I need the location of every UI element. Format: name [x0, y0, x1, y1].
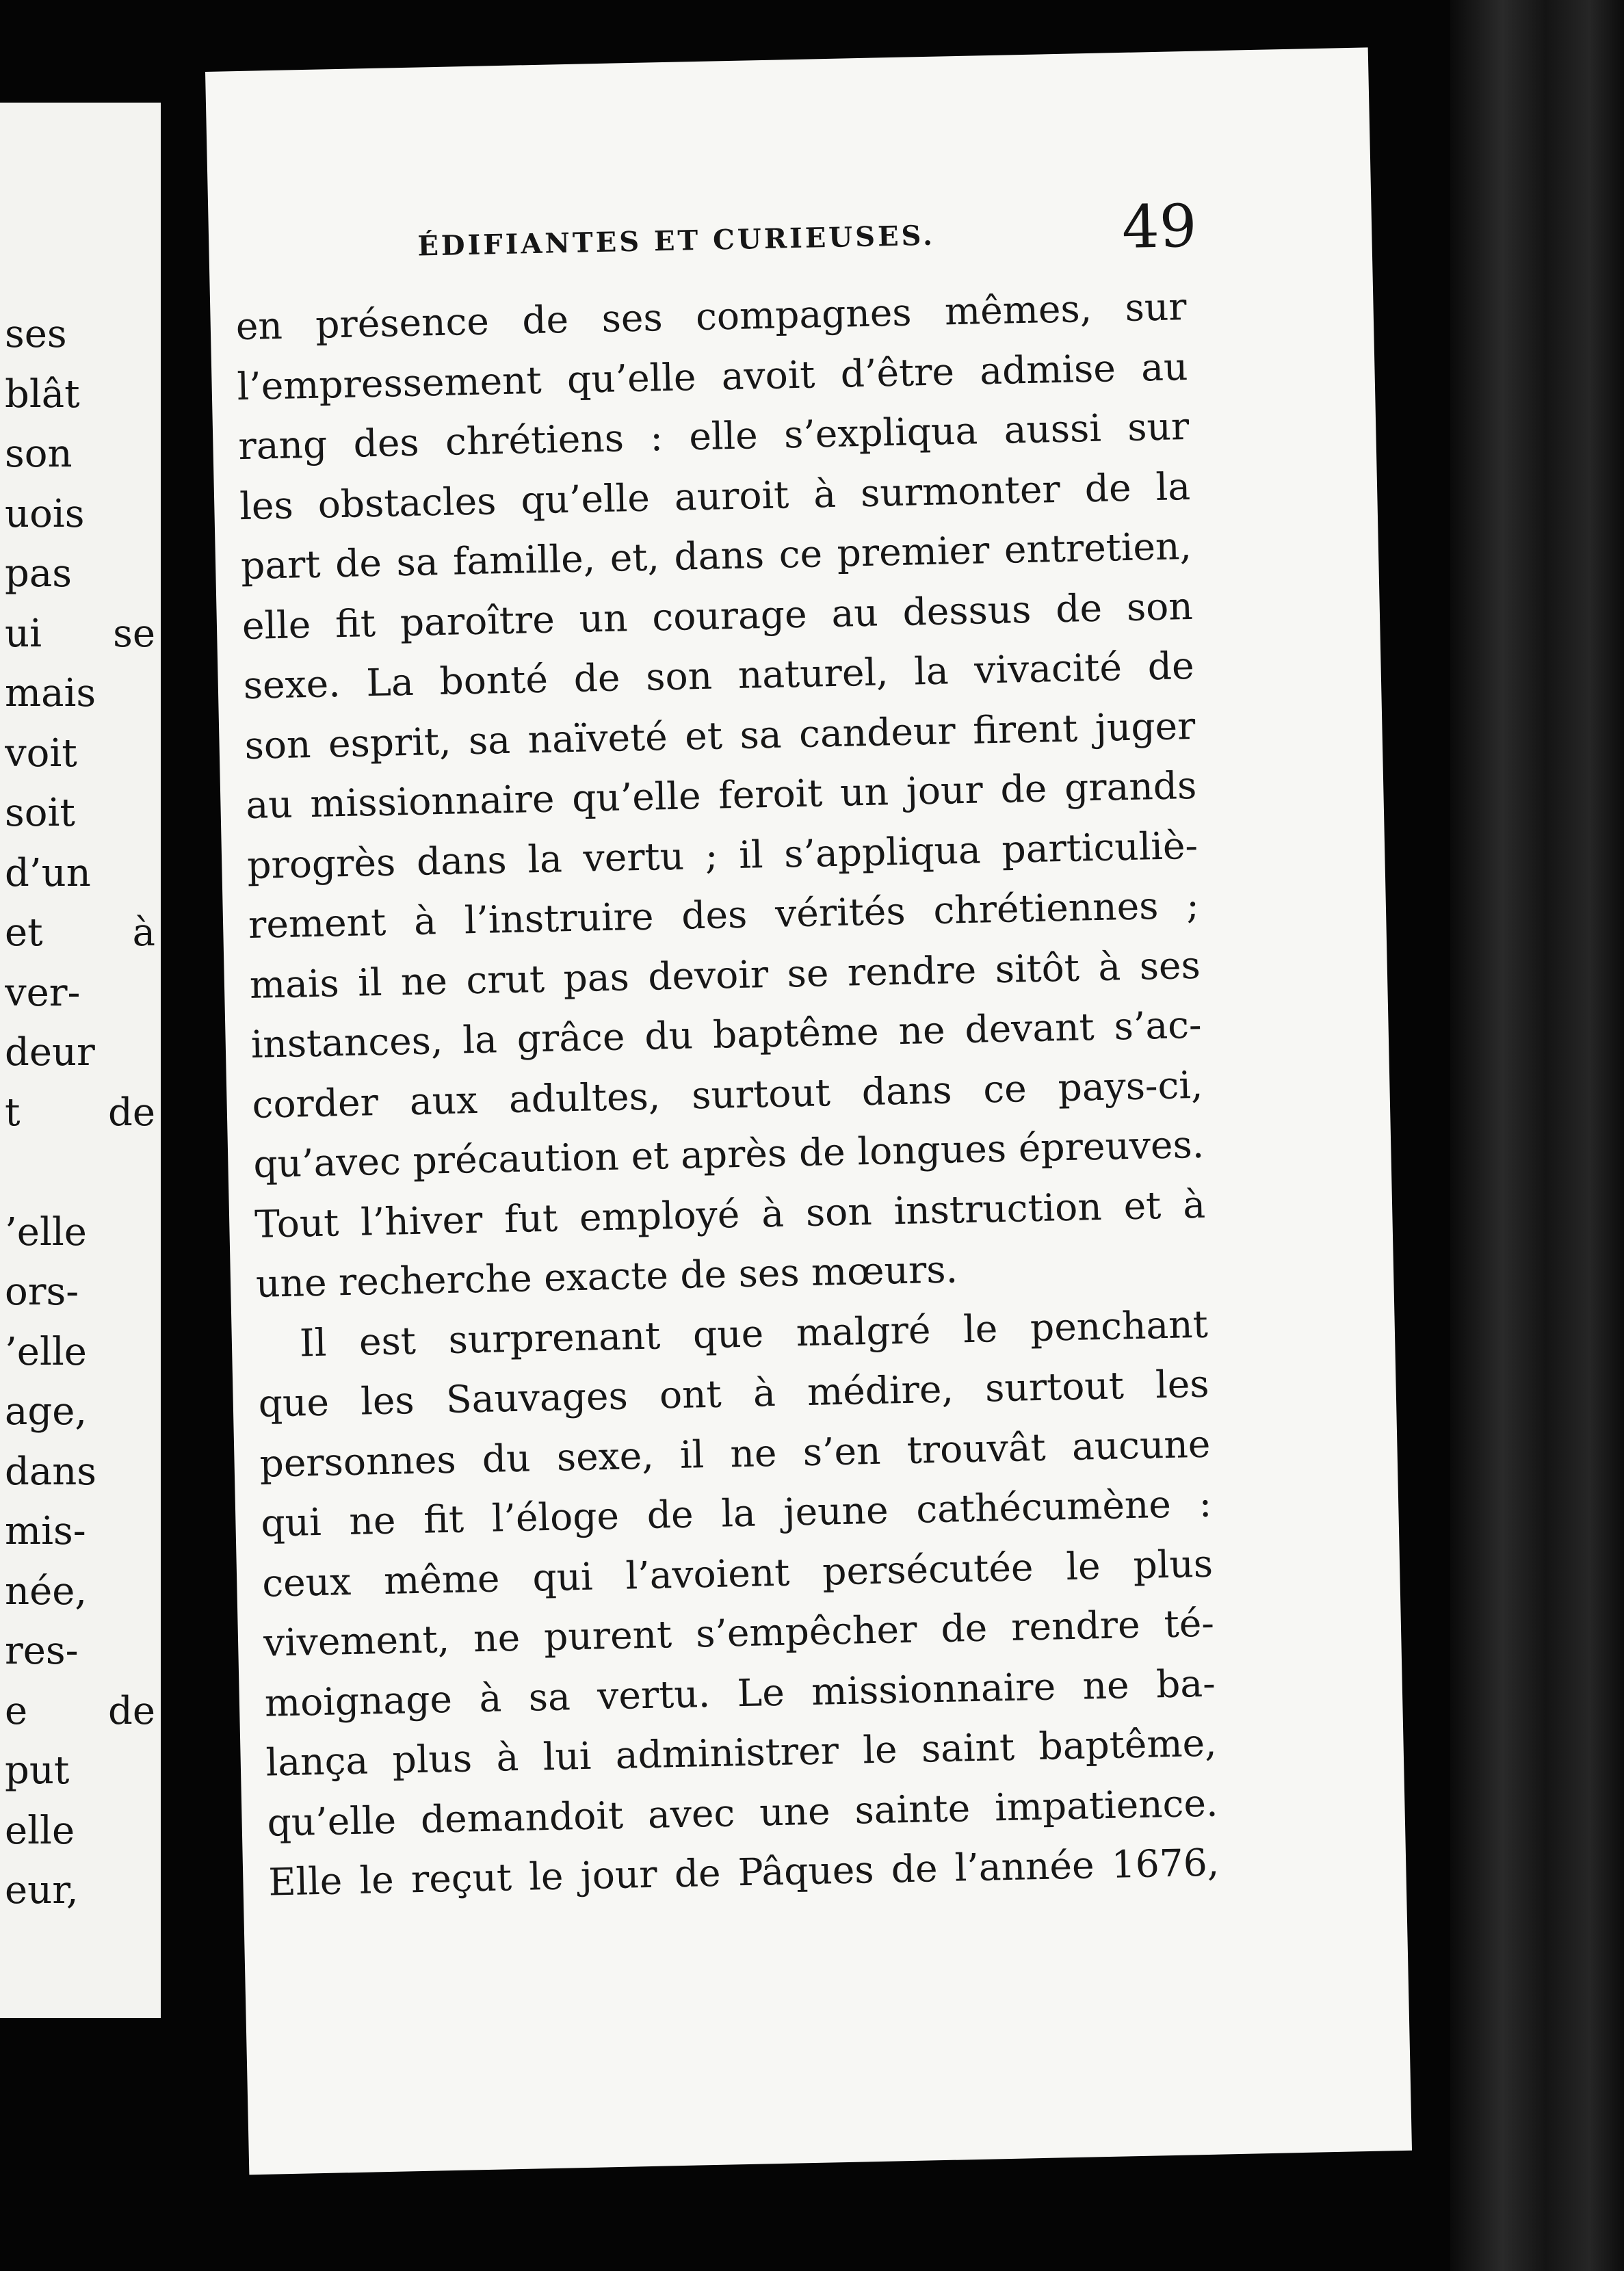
left-line: pas: [5, 551, 72, 596]
text-line: Elle le reçut le jour de Pâques de l’année 1676,: [267, 1840, 1220, 1904]
text-line: l’empressement qu’elle avoit d’être admise au: [236, 344, 1189, 408]
text-line: personnes du sexe, il ne s’en trouvât aucune: [259, 1421, 1211, 1486]
left-line: et à: [5, 910, 155, 955]
text-line: instances, la grâce du baptême ne devant s’ac-: [250, 1002, 1203, 1066]
left-line: mis-: [5, 1509, 86, 1553]
text-line: rang des chrétiens : elle s’expliqua aussi sur: [237, 404, 1190, 469]
left-line: ver-: [5, 970, 81, 1015]
left-line: ’elle: [5, 1209, 87, 1255]
right-page: [205, 47, 1412, 2175]
text-line: qui ne fit l’éloge de la jeune cathécumène :: [260, 1481, 1212, 1545]
text-line: son esprit, sa naïveté et sa candeur firent juger: [244, 703, 1196, 767]
text-line: moignage à sa vertu. Le missionnaire ne ba-: [264, 1661, 1216, 1725]
text-line: les obstacles qu’elle auroit à surmonter de la: [239, 464, 1191, 528]
left-line: e de: [5, 1688, 155, 1733]
text-line: Tout l’hiver fut employé à son instruction et à: [254, 1182, 1206, 1246]
text-line: sexe. La bonté de son naturel, la vivacité de: [243, 643, 1195, 708]
text-line: progrès dans la vertu ; il s’appliqua particuliè-: [246, 823, 1199, 887]
running-title: ÉDIFIANTES ET CURIEUSES.: [417, 219, 936, 263]
left-line: soit: [5, 791, 75, 835]
text-line: rement à l’instruire des vérités chrétiennes ;: [248, 882, 1200, 947]
left-line: res-: [5, 1629, 79, 1673]
left-line: blât: [5, 371, 80, 417]
left-line: voit: [5, 731, 77, 776]
left-line: ses: [5, 312, 67, 356]
left-line: uois: [5, 491, 85, 536]
text-line: vivement, ne purent s’empêcher de rendre té-: [263, 1601, 1215, 1665]
left-line: put: [5, 1748, 70, 1793]
left-line: d’un: [5, 850, 91, 895]
left-line: eur,: [5, 1868, 79, 1913]
book-binding-edge: [1450, 0, 1624, 2271]
text-line: que les Sauvages ont à médire, surtout les: [258, 1361, 1210, 1426]
text-line: Il est surprenant que malgré le penchant: [299, 1302, 1209, 1365]
left-line: ors-: [5, 1270, 79, 1314]
text-line: une recherche exacte de ses mœurs.: [255, 1247, 958, 1306]
text-line: au missionnaire qu’elle feroit un jour de grands: [245, 763, 1197, 827]
text-line: qu’elle demandoit avec une sainte impatience.: [266, 1781, 1218, 1845]
text-line: corder aux adultes, surtout dans ce pays-ci,: [251, 1062, 1203, 1127]
text-line: qu’avec précaution et après de longues épreuves.: [252, 1122, 1205, 1186]
left-line: ui se: [5, 611, 155, 656]
left-line: son: [5, 432, 73, 476]
running-head: [208, 191, 1372, 291]
text-line: elle fit paroître un courage au dessus de son: [241, 583, 1194, 648]
left-line: elle: [5, 1808, 75, 1853]
left-page-text: [5, 304, 155, 1921]
text-line: mais il ne crut pas devoir se rendre sitôt à ses: [249, 943, 1201, 1007]
page-number: 49: [1121, 192, 1198, 262]
left-line: deur: [5, 1030, 95, 1075]
left-line: ’elle: [5, 1329, 87, 1374]
left-line: dans: [5, 1449, 97, 1494]
left-line: age,: [5, 1389, 88, 1434]
body-text: [235, 277, 1220, 1913]
left-page: [0, 103, 161, 2018]
text-line: lança plus à lui administrer le saint baptême,: [265, 1720, 1218, 1785]
text-line: en présence de ses compagnes mêmes, sur: [235, 285, 1188, 349]
left-line: mais: [5, 671, 96, 716]
left-line: née,: [5, 1568, 88, 1614]
text-line: part de sa famille, et, dans ce premier entretien,: [240, 523, 1192, 588]
left-line: [5, 1142, 155, 1203]
text-line: ceux même qui l’avoient persécutée le plus: [261, 1541, 1214, 1605]
left-line: t de: [5, 1090, 155, 1135]
